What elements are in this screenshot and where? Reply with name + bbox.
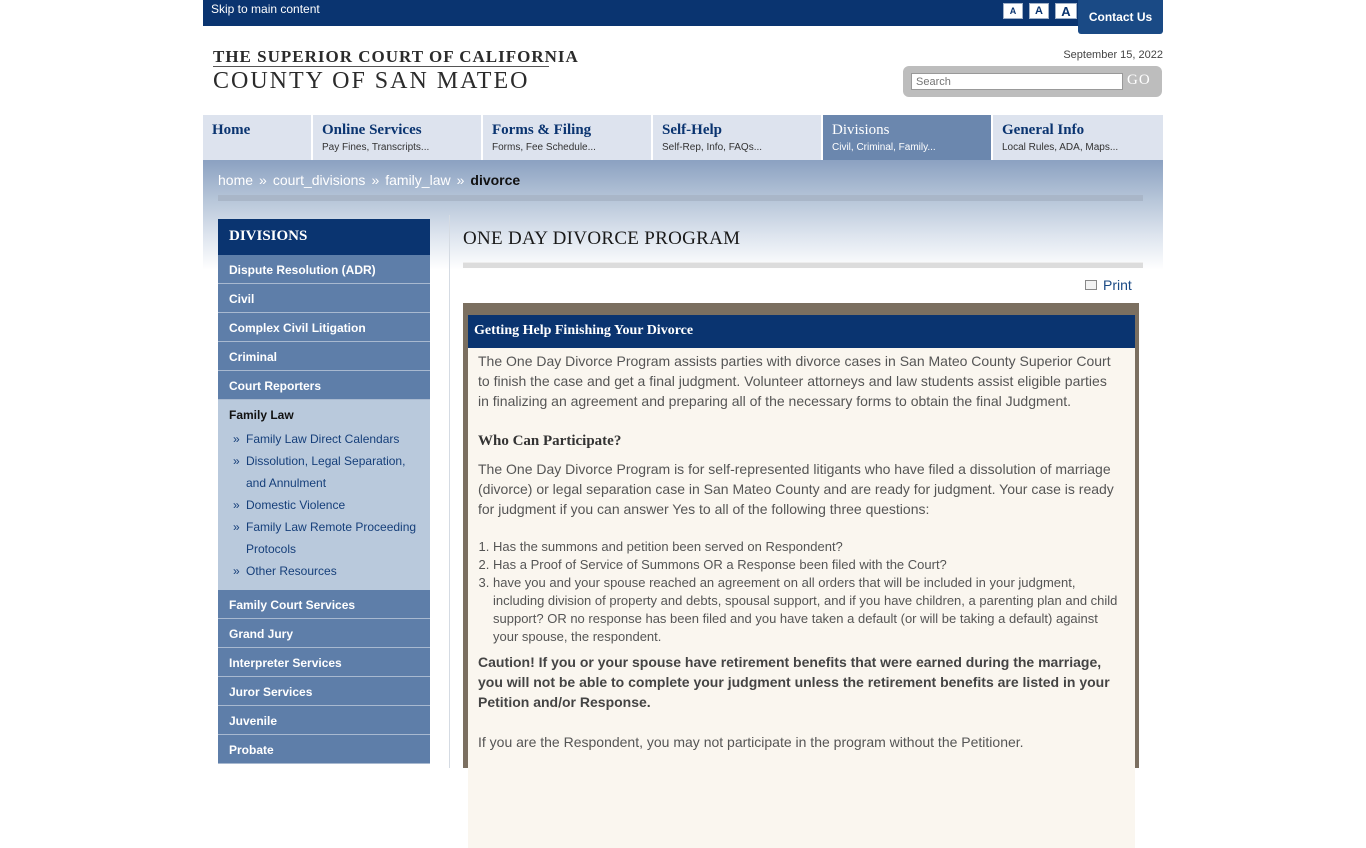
sidebar-item-family-court-services[interactable]: Family Court Services xyxy=(218,590,430,619)
breadcrumb-link[interactable]: home xyxy=(218,172,254,188)
search-input[interactable] xyxy=(911,73,1123,90)
nav-title: General Info xyxy=(1002,122,1085,138)
skip-link[interactable]: Skip to main content xyxy=(211,2,320,16)
sidebar-item-court-reporters[interactable]: Court Reporters xyxy=(218,371,430,400)
who-heading: Who Can Participate? xyxy=(478,433,622,449)
breadcrumb-separator: » xyxy=(259,172,267,188)
intro-paragraph: The One Day Divorce Program assists parties with divorce cases in San Mateo County Superior Court to finish the case and get a final judgment. Volunteer attorneys and law students assist eligible parties in finalizing an agreement and preparing all of the necessary forms to obtain the final Judgment. xyxy=(478,353,1111,409)
nav-subtitle: Pay Fines, Transcripts... xyxy=(322,142,430,153)
title-divider xyxy=(463,262,1143,268)
font-size-controls xyxy=(1003,3,1077,19)
sidebar-item-grand-jury[interactable]: Grand Jury xyxy=(218,619,430,648)
nav-title: Self-Help xyxy=(662,122,722,138)
sidebar-sub-other-resources[interactable]: » Other Resources xyxy=(218,560,418,582)
sidebar-family-law-section xyxy=(218,400,430,590)
font-size-medium-button[interactable]: A xyxy=(1029,3,1049,19)
nav-forms-filing[interactable] xyxy=(483,115,653,160)
breadcrumb-divider xyxy=(218,195,1143,201)
print-label: Print xyxy=(1103,277,1132,293)
logo-line-1[interactable]: THE SUPERIOR COURT OF CALIFORNIA xyxy=(213,47,579,66)
sidebar-item-family-law[interactable]: Family Law xyxy=(229,408,294,422)
sidebar xyxy=(218,219,430,764)
list-item: 3. have you and your spouse reached an agreement on all orders that will be included in your judgment, including division of property and debts, spousal support, and if you have children, a parenting plan and child support? OR no response has been filed and you have taken a default (or will be taking a default) against your spouse, the respondent. xyxy=(493,574,1120,646)
sidebar-sub-direct-calendars[interactable]: » Family Law Direct Calendars xyxy=(218,428,418,450)
search-box xyxy=(903,66,1162,97)
sidebar-item-adr[interactable]: Dispute Resolution (ADR) xyxy=(218,255,430,284)
sidebar-sub-remote-protocols[interactable]: » Family Law Remote Proceeding Protocols xyxy=(218,516,418,560)
printer-icon xyxy=(1085,280,1097,290)
sidebar-sub-dissolution[interactable]: » Dissolution, Legal Separation, and Annulment xyxy=(218,450,418,494)
contact-us-button[interactable]: Contact Us xyxy=(1078,0,1163,34)
top-bar xyxy=(203,0,1163,26)
nav-self-help[interactable] xyxy=(653,115,823,160)
page-title: ONE DAY DIVORCE PROGRAM xyxy=(463,228,741,249)
sidebar-item-complex-civil[interactable]: Complex Civil Litigation xyxy=(218,313,430,342)
breadcrumb-link[interactable]: court_divisions xyxy=(272,172,366,188)
content-box-body xyxy=(468,348,1135,848)
nav-subtitle: Local Rules, ADA, Maps... xyxy=(1002,142,1119,153)
font-size-large-button[interactable]: A xyxy=(1055,3,1077,19)
sidebar-item-civil[interactable]: Civil xyxy=(218,284,430,313)
sidebar-item-interpreter[interactable]: Interpreter Services xyxy=(218,648,430,677)
nav-title: Divisions xyxy=(832,122,890,138)
nav-divisions[interactable] xyxy=(823,115,993,160)
search-go-button[interactable]: GO xyxy=(1127,72,1151,88)
breadcrumb-current: divorce xyxy=(470,172,521,188)
list-item: 2. Has a Proof of Service of Summons OR a Response been filed with the Court? xyxy=(493,556,1120,574)
nav-online-services[interactable] xyxy=(313,115,483,160)
logo-divider xyxy=(213,66,549,67)
nav-title: Online Services xyxy=(322,122,422,138)
who-paragraph: The One Day Divorce Program is for self-represented litigants who have filed a dissolution of marriage (divorce) or legal separation case in San Mateo County and are ready for judgment. Your case is ready for judgment if you can answer Yes to all of the following three questions: xyxy=(478,461,1114,517)
current-date: September 15, 2022 xyxy=(1063,49,1163,61)
breadcrumb-separator: » xyxy=(456,172,465,188)
breadcrumb xyxy=(218,172,520,188)
nav-general-info[interactable] xyxy=(993,115,1163,160)
sidebar-item-juror[interactable]: Juror Services xyxy=(218,677,430,706)
sidebar-item-criminal[interactable]: Criminal xyxy=(218,342,430,371)
nav-subtitle: Civil, Criminal, Family... xyxy=(832,142,936,153)
sidebar-item-juvenile[interactable]: Juvenile xyxy=(218,706,430,735)
respondent-paragraph: If you are the Respondent, you may not participate in the program without the Petitioner. xyxy=(478,734,1024,750)
list-item: 1. Has the summons and petition been served on Respondent? xyxy=(493,538,1120,556)
font-size-small-button[interactable]: A xyxy=(1003,3,1023,19)
print-button[interactable] xyxy=(1085,277,1132,293)
page-wrapper xyxy=(203,0,1163,768)
sidebar-item-probate[interactable]: Probate xyxy=(218,735,430,764)
nav-subtitle: Forms, Fee Schedule... xyxy=(492,142,596,153)
nav-subtitle: Self-Rep, Info, FAQs... xyxy=(662,142,763,153)
column-divider xyxy=(449,215,450,768)
logo-line-2[interactable]: COUNTY OF SAN MATEO xyxy=(213,68,530,94)
caution-paragraph: Caution! If you or your spouse have retirement benefits that were earned during the marriage, you will not be able to complete your judgment unless the retirement benefits are listed in your Petition and/or Response. xyxy=(478,654,1110,710)
nav-title: Home xyxy=(212,122,251,138)
content-box-heading: Getting Help Finishing Your Divorce xyxy=(468,315,1135,348)
breadcrumb-separator: » xyxy=(371,172,380,188)
question-list xyxy=(493,538,1120,646)
sidebar-sub-domestic-violence[interactable]: » Domestic Violence xyxy=(218,494,418,516)
nav-home[interactable] xyxy=(203,115,313,160)
breadcrumb-link[interactable]: family_law xyxy=(385,172,451,188)
content-box xyxy=(463,303,1139,768)
main-nav xyxy=(203,115,1163,160)
nav-title: Forms & Filing xyxy=(492,122,592,138)
sidebar-heading: DIVISIONS xyxy=(218,219,430,255)
